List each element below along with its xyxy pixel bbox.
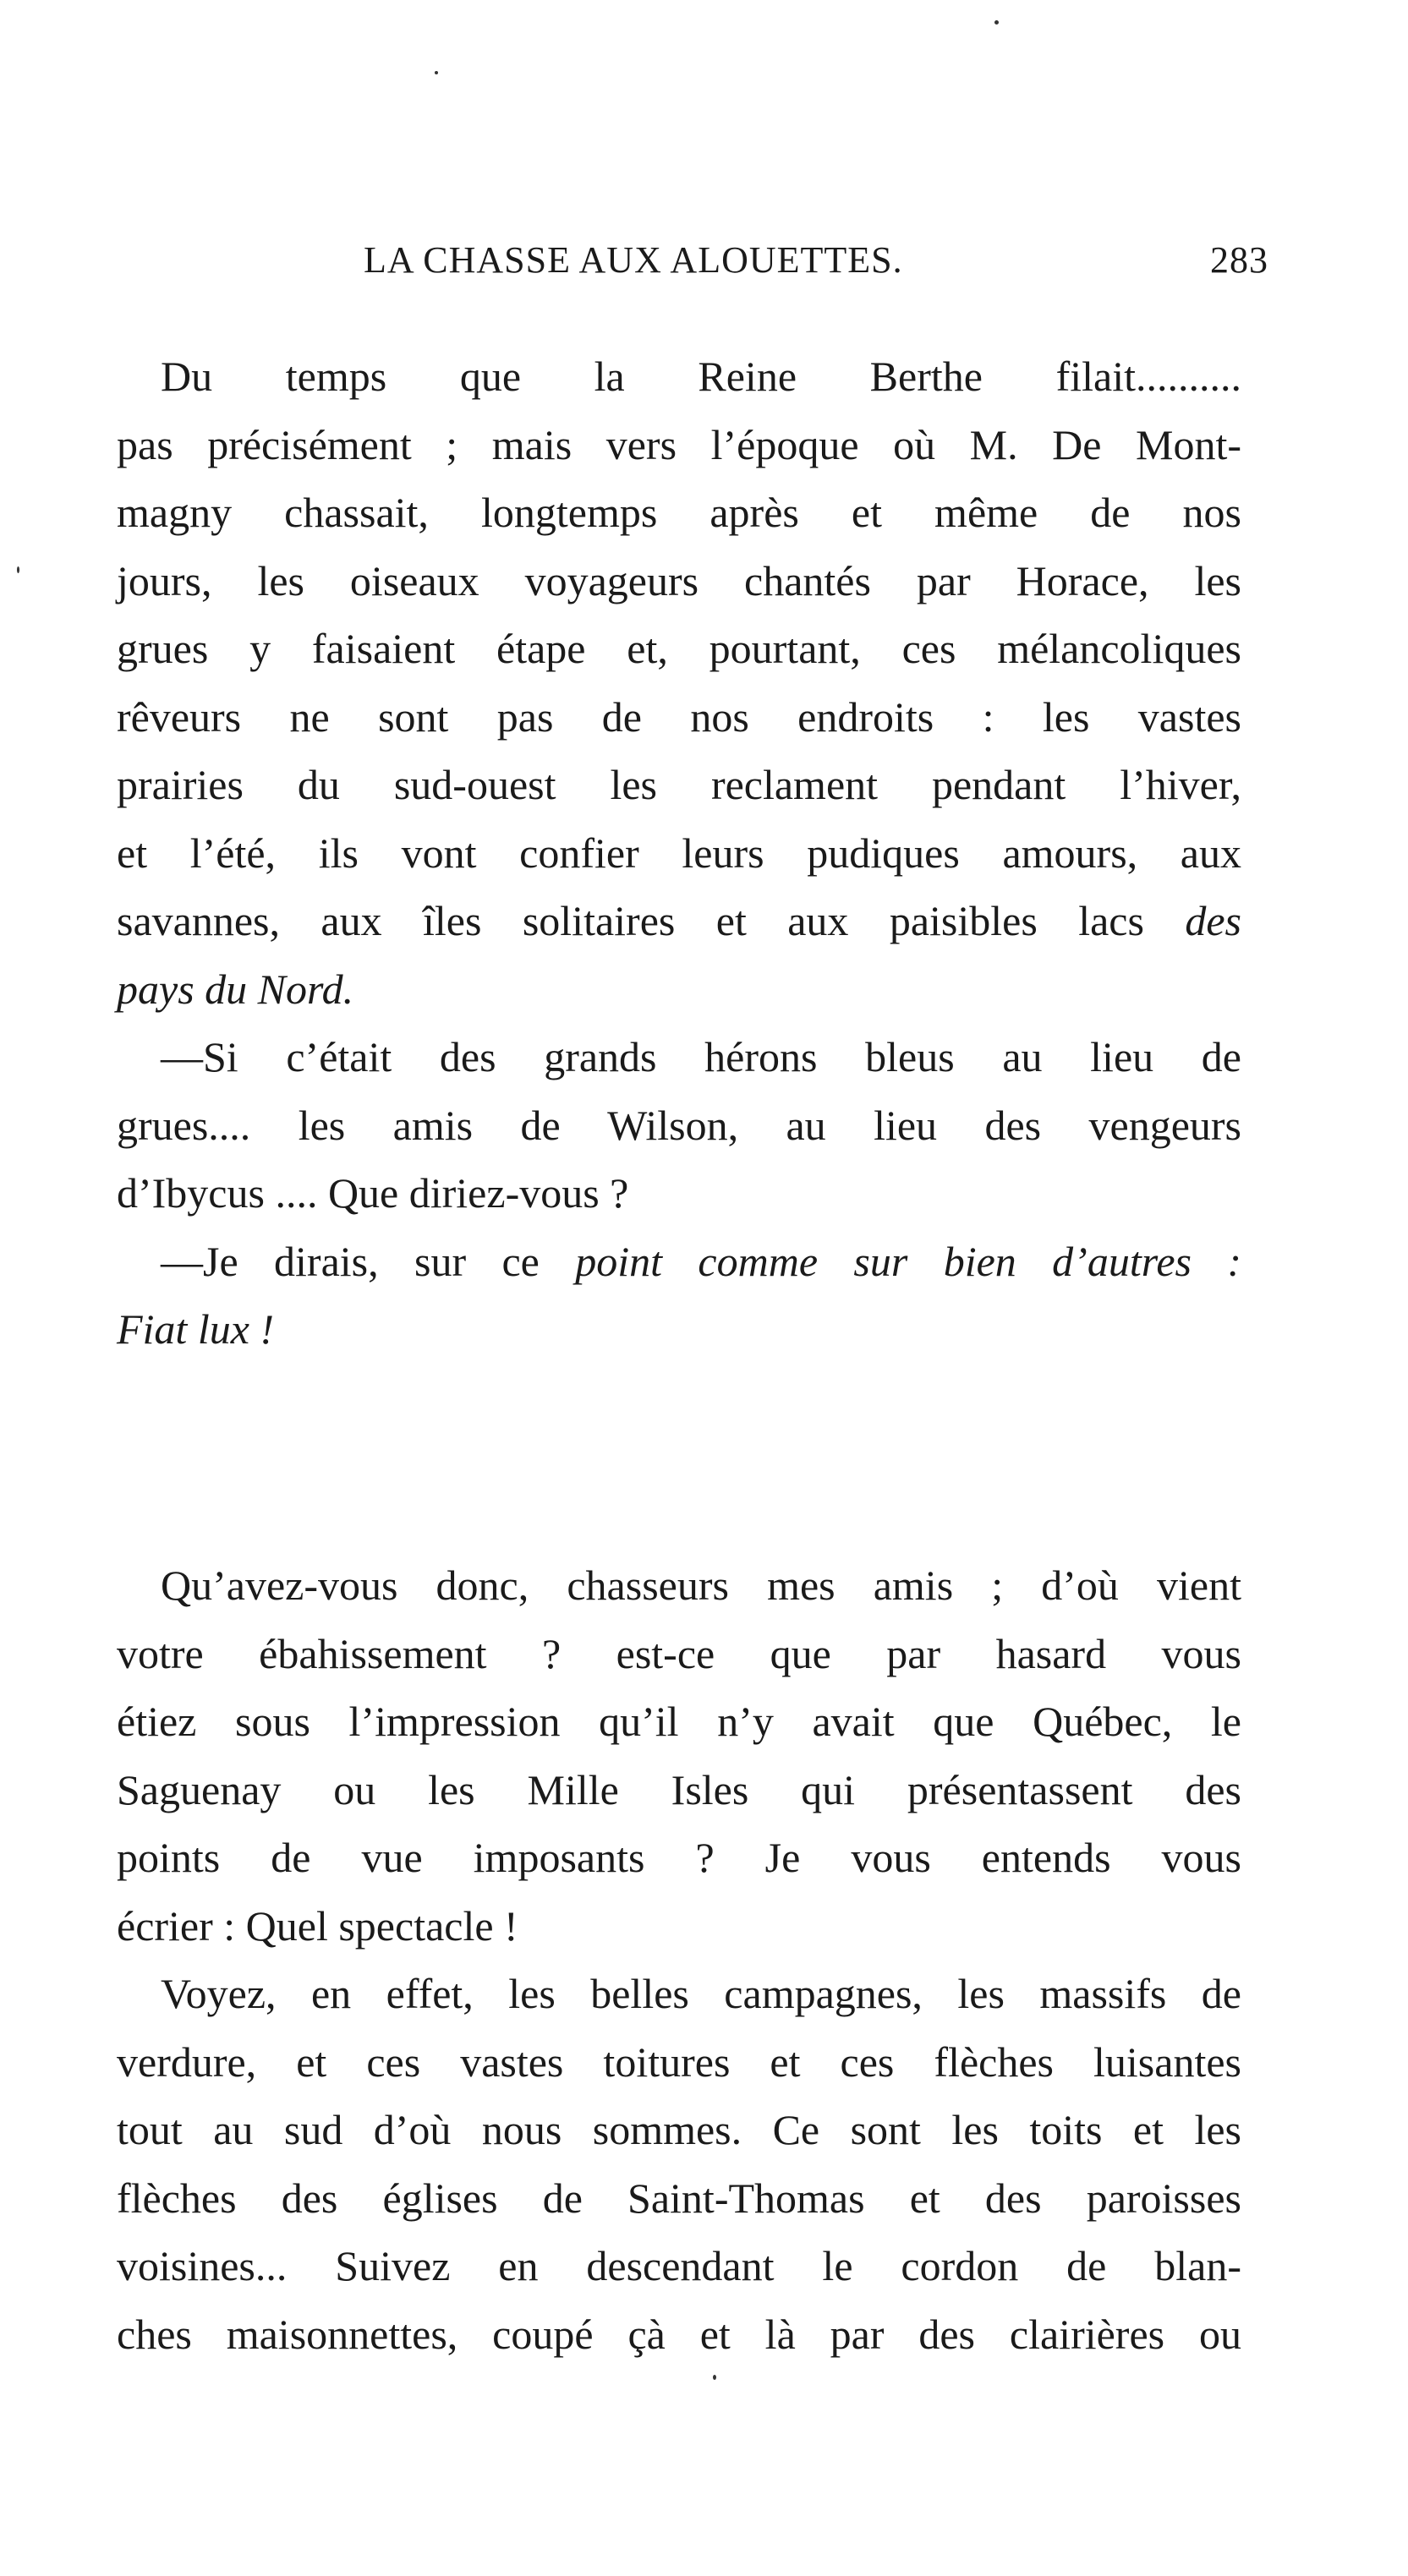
text-line (117, 2028, 1241, 2097)
line-text: et l’été, ils vont confier leurs pudiques amours, aux (117, 829, 1241, 877)
text-line (117, 2164, 1241, 2233)
text-line (117, 1551, 1241, 1620)
line-text: rêveurs ne sont pas de nos endroits : les vastes (117, 692, 1241, 741)
italic-text: point comme sur bien d’autres : (575, 1237, 1241, 1285)
line-text: magny chassait, longtemps après et même de nos (117, 489, 1241, 536)
text-line (117, 1960, 1241, 2028)
text-line (117, 2096, 1241, 2164)
line-text: Qu’avez-vous donc, chasseurs mes amis ; d’où vient (161, 1561, 1241, 1609)
text-line (117, 615, 1241, 683)
page-number: 283 (1210, 239, 1268, 281)
text-line (117, 1824, 1241, 1892)
italic-text: Fiat lux ! (117, 1305, 275, 1353)
text-line (117, 1756, 1241, 1824)
print-speck (713, 2375, 716, 2380)
text-line (117, 1620, 1241, 1688)
italic-text: des (1185, 897, 1242, 944)
line-text: —Je dirais, sur ce (161, 1237, 540, 1285)
line-text: écrier : Quel spectacle ! (117, 1901, 518, 1950)
running-title: LA CHASSE AUX ALOUETTES. (364, 239, 903, 281)
text-line (117, 2300, 1241, 2369)
italic-text: pays du Nord. (117, 965, 354, 1013)
line-text: pas précisément ; mais vers l’époque où M. De Mont- (117, 420, 1241, 468)
text-line (117, 1228, 1241, 1296)
text-line (117, 1023, 1241, 1091)
text-block-lower (117, 1551, 1241, 2368)
line-text: grues y faisaient étape et, pourtant, ces mélancoliques (117, 625, 1241, 672)
text-line (117, 1159, 1241, 1228)
line-text: —Si c’était des grands hérons bleus au lieu de (161, 1033, 1241, 1080)
line-text: verdure, et ces vastes toitures et ces flèches luisantes (117, 2037, 1241, 2086)
line-text: votre ébahissement ? est-ce que par hasard vous (117, 1629, 1241, 1677)
line-text: voisines... Suivez en descendant le cordon de blan- (117, 2242, 1241, 2289)
running-head (110, 238, 1268, 289)
text-line (117, 1687, 1241, 1756)
line-text: Du temps que la Reine Berthe filait.......... (161, 353, 1241, 400)
text-line (117, 1295, 1241, 1364)
line-text: jours, les oiseaux voyageurs chantés par Horace, les (117, 556, 1241, 604)
text-line (117, 547, 1241, 615)
text-line (117, 1091, 1241, 1160)
line-text: ches maisonnettes, coupé çà et là par des clairières ou (117, 2310, 1241, 2358)
text-line (117, 411, 1241, 479)
text-block-upper (117, 342, 1241, 1364)
line-text: points de vue imposants ? Je vous entends vous (117, 1834, 1241, 1881)
text-line (117, 751, 1241, 819)
text-line (117, 819, 1241, 888)
print-speck (435, 71, 438, 74)
text-line (117, 683, 1241, 752)
text-line (117, 2232, 1241, 2300)
line-text: prairies du sud-ouest les reclament pendant l’hiver, (117, 761, 1241, 808)
print-speck (994, 20, 999, 25)
line-text: Saguenay ou les Mille Isles qui présentassent des (117, 1765, 1241, 1813)
line-text: Voyez, en effet, les belles campagnes, les massifs de (161, 1970, 1241, 2017)
line-text: tout au sud d’où nous sommes. Ce sont les toits et les (117, 2106, 1241, 2153)
text-line (117, 479, 1241, 547)
text-line (117, 955, 1241, 1024)
line-text: grues.... les amis de Wilson, au lieu des vengeurs (117, 1101, 1241, 1149)
text-line (117, 1892, 1241, 1961)
print-speck (17, 566, 19, 573)
line-text: savannes, aux îles solitaires et aux paisibles lacs (117, 897, 1144, 944)
text-line (117, 342, 1241, 411)
text-line (117, 887, 1241, 955)
line-text: d’Ibycus .... Que diriez-vous ? (117, 1169, 629, 1217)
line-text: étiez sous l’impression qu’il n’y avait que Québec, le (117, 1698, 1241, 1745)
line-text: flèches des églises de Saint-Thomas et des paroisses (117, 2174, 1241, 2222)
